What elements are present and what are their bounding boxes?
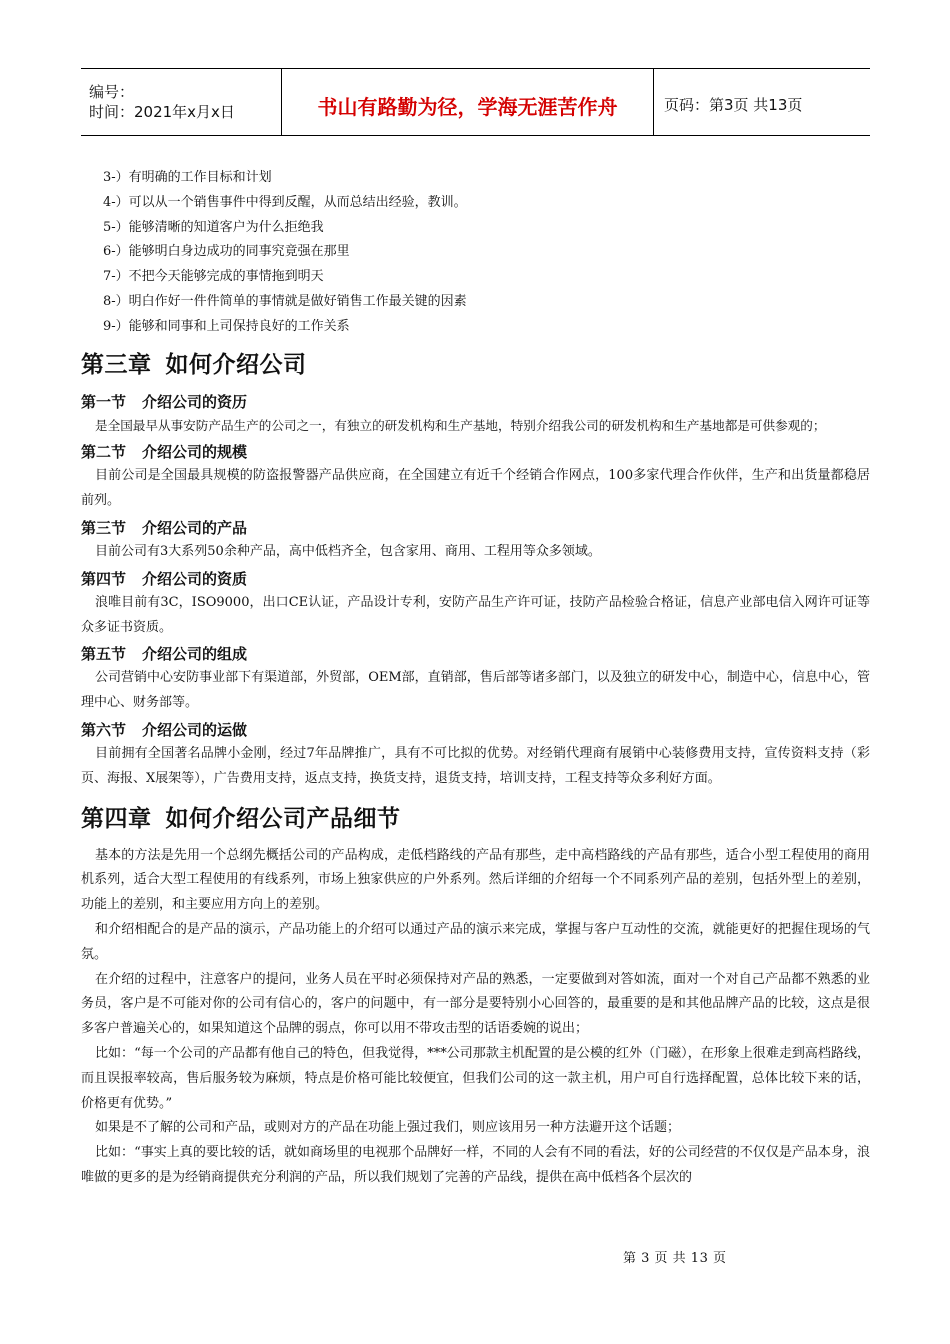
section-title: 介绍公司的规模 [142,443,248,462]
header-date: 时间：2021年x月x日 [89,103,235,121]
paragraph: 比如：“每一个公司的产品都有他自己的特色，但我觉得，***公司那款主机配置的是公模的红外（门磁），在形象上很难走到高档路线，而且误报率较高，售后服务较为麻烦，特点是价格可能比较便宜，但我们公司的这一款主机，用户可自行选择配置，总体比较下来的话，价格更有优势。” [81,1045,870,1111]
section-number: 第五节 [81,645,127,664]
page-footer: 第 3 页 共 13 页 [623,1251,727,1266]
section-text: 是全国最早从事安防产品生产的公司之一，有独立的研发机构和生产基地，特别介绍我公司的研发机构和生产基地都是可供参观的； [95,417,826,433]
section-text: 目前公司是全国最具规模的防盗报警器产品供应商，在全国建立有近千个经销合作网点，100多家代理合作伙伴，生产和出货量都稳居前列。 [81,468,870,509]
paragraph: 如果是不了解的公司和产品，或则对方的产品在功能上强过我们，则应该用另一种方法避开这个话题； [95,1120,681,1136]
paragraph: 比如：“事实上真的要比较的话，就如商场里的电视那个品牌好一样，不同的人会有不同的看法，好的公司经营的不仅仅是产品本身，浪唯做的更多的是为经销商提供充分利润的产品，所以我们规划了完善的产品线，提供在高中低档各个层次的 [81,1145,870,1185]
list-item: 5-）能够清晰的知道客户为什么拒绝我 [103,219,324,235]
section-text: 公司营销中心安防事业部下有渠道部，外贸部，OEM部，直销部，售后部等诸多部门，以及独立的研发中心，制造中心，信息中心，管理中心、财务部等。 [81,670,870,711]
section-text: 目前公司有3大系列50余种产品，高中低档齐全，包含家用、商用、工程用等众多领域。 [95,543,601,559]
chapter-title: 如何介绍公司 [165,351,307,378]
section-text: 浪唯目前有3C，ISO9000，出口CE认证，产品设计专利，安防产品生产许可证，技防产品检验合格证，信息产业部电信入网许可证等众多证书资质。 [81,594,870,635]
section-title: 介绍公司的运做 [142,720,248,739]
chapter-3-heading [81,346,870,384]
section-heading [81,567,870,591]
header-number: 编号： [89,83,135,101]
section-text: 目前拥有全国著名品牌小金刚，经过7年品牌推广，具有不可比拟的优势。对经销代理商有展销中心装修费用支持，宣传资料支持（彩页、海报、X展架等），广告费用支持，返点支持，换货支持，退货支持，培训支持，工程支持等众多利好方面。 [81,745,870,786]
header-meta [81,69,281,135]
section-number: 第六节 [81,720,127,739]
section-number: 第二节 [81,443,127,462]
section-heading [81,516,870,540]
list-item: 4-）可以从一个销售事件中得到反醒，从而总结出经验，教训。 [103,194,467,210]
list-item: 9-）能够和同事和上司保持良好的工作关系 [103,318,350,334]
section-title: 介绍公司的产品 [142,518,248,537]
page-header [81,68,870,136]
section-title: 介绍公司的资历 [142,392,248,411]
list-item: 7-）不把今天能够完成的事情拖到明天 [103,269,324,285]
section-heading [81,718,870,742]
section-title: 介绍公司的组成 [142,645,248,664]
header-motto: 书山有路勤为径，学海无涯苦作舟 [281,69,654,135]
paragraph: 在介绍的过程中，注意客户的提问，业务人员在平时必须保持对产品的熟悉，一定要做到对答如流，面对一个对自己产品都不熟悉的业务员，客户是不可能对你的公司有信心的，客户的问题中，有一部分是要特别小心回答的，最重要的是和其他品牌产品的比较，这点是很多客户普遍关心的，如果知道这个品牌的弱点，你可以用不带攻击型的话语委婉的说出； [81,971,870,1037]
section-heading [81,440,870,464]
chapter-4-heading [81,800,870,838]
chapter-number: 第四章 [81,805,152,832]
paragraph: 基本的方法是先用一个总纲先概括公司的产品构成，走低档路线的产品有那些，走中高档路线的产品有那些，适合小型工程使用的商用机系列，适合大型工程使用的有线系列，市场上独家供应的户外系列。然后详细的介绍每一个不同系列产品的差别，包括外型上的差别，功能上的差别，和主要应用方向上的差别。 [81,847,870,913]
list-item: 3-）有明确的工作目标和计划 [103,170,272,185]
section-title: 介绍公司的资质 [142,569,248,588]
goal-list [81,166,870,340]
document-body [81,166,870,1191]
list-item: 8-）明白作好一件件简单的事情就是做好销售工作最关键的因素 [103,293,467,309]
section-heading [81,642,870,666]
paragraph: 和介绍相配合的是产品的演示，产品功能上的介绍可以通过产品的演示来完成，掌握与客户互动性的交流，就能更好的把握住现场的气氛。 [81,921,870,962]
chapter-number: 第三章 [81,351,152,378]
section-number: 第三节 [81,518,127,537]
section-heading [81,390,870,414]
section-number: 第一节 [81,392,127,411]
list-item: 6-）能够明白身边成功的同事究竟强在那里 [103,244,350,260]
section-number: 第四节 [81,569,127,588]
chapter-title: 如何介绍公司产品细节 [165,805,401,832]
header-page-number: 页码：第3页 共13页 [664,95,803,114]
